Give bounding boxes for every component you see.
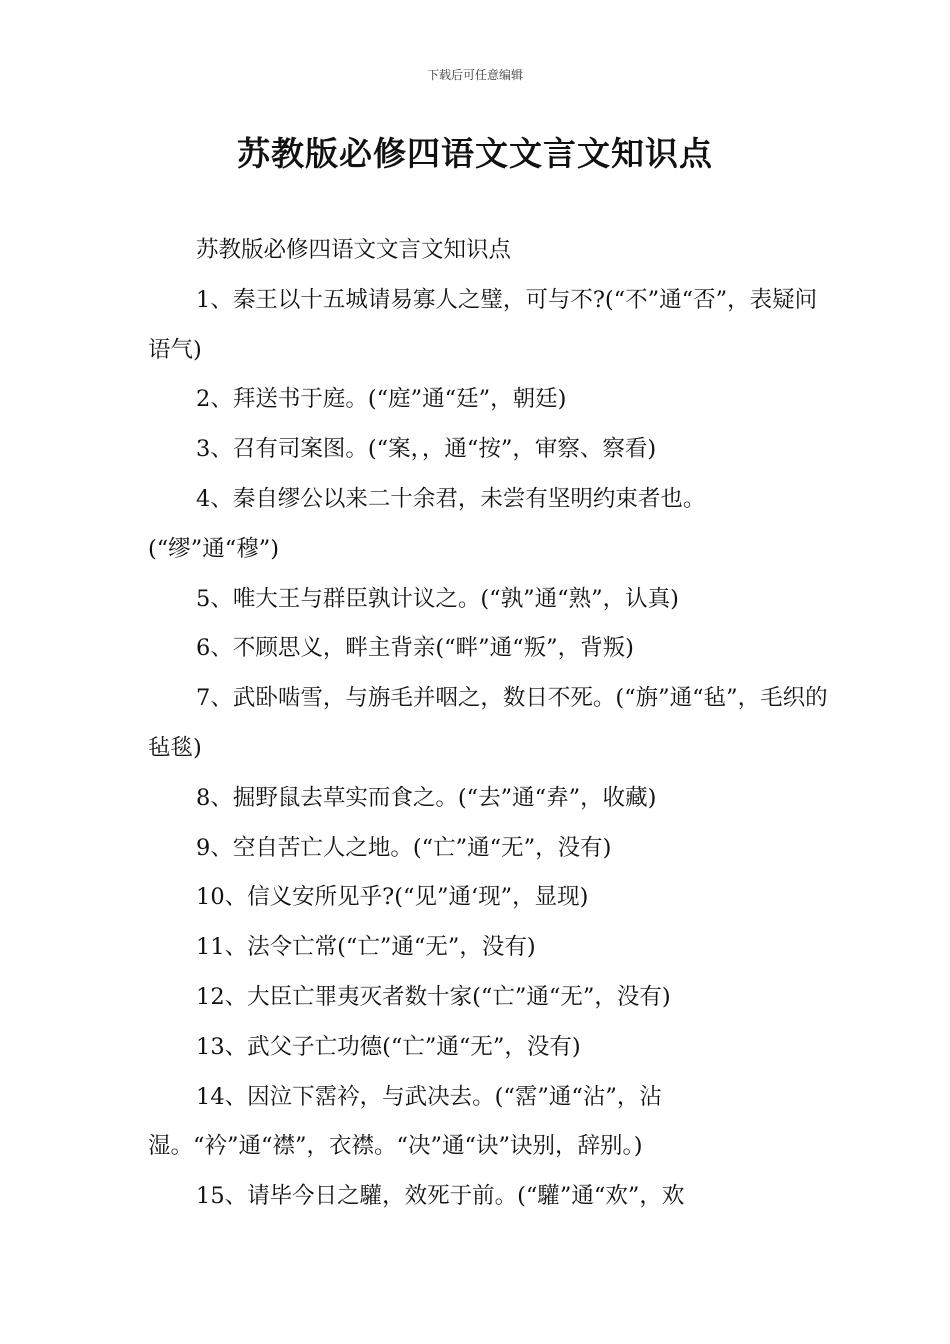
paragraph-item-10: 10、信义安所见乎?(“见”通‘现”，显现) [196, 884, 589, 911]
paragraph-item-8: 8、掘野鼠去草实而食之。(“去”通“弆”，收藏) [196, 784, 657, 811]
paragraph-item-2: 2、拜送书于庭。(“庭”通“廷”，朝廷) [196, 386, 567, 413]
paragraph-item-5: 5、唯大王与群臣孰计议之。(“孰”通“熟”，认真) [196, 585, 679, 612]
paragraph-item-12: 12、大臣亡罪夷灭者数十家(“亡”通“无”，没有) [196, 983, 671, 1010]
header-note: 下载后可任意编辑 [426, 68, 523, 82]
paragraph-item-6: 6、不顾思义，畔主背亲(“畔”通“叛”，背叛) [196, 635, 634, 662]
paragraph-subtitle: 苏教版必修四语文文言文知识点 [196, 237, 512, 263]
document-title: 苏教版必修四语文文言文知识点 [237, 134, 713, 173]
paragraph-item-14: 14、因泣下霑衿，与武决去。(“霑”通“沾”，沾湿。“衿”通“襟”，衣襟。“决”通“诀”诀别，辞别。) [148, 1083, 662, 1160]
paragraph-item-7: 7、武卧啮雪，与旃毛并咽之，数日不死。(“旃”通“毡”，毛织的毡毯) [148, 685, 828, 761]
document-body [148, 226, 828, 1222]
paragraph-item-13: 13、武父子亡功德(“亡”通“无”，没有) [196, 1033, 581, 1060]
paragraph-item-4: 4、秦自缪公以来二十余君，未尝有坚明约束者也。(“缪”通“穆”) [148, 485, 706, 562]
paragraph-item-3: 3、召有司案图。(“案，，通“按”，审察、察看) [196, 436, 657, 463]
paragraph-item-9: 9、空自苦亡人之地。(“亡”通“无”，没有) [196, 834, 612, 861]
paragraph-item-11: 11、法令亡常(“亡”通“无”，没有) [196, 934, 536, 961]
paragraph-item-1: 1、秦王以十五城请易寡人之璧，可与不?(“不”通“否”，表疑问语气) [148, 286, 818, 363]
paragraph-item-15: 15、请毕今日之驩，效死于前。(“驩”通“欢”，欢 [196, 1183, 685, 1210]
